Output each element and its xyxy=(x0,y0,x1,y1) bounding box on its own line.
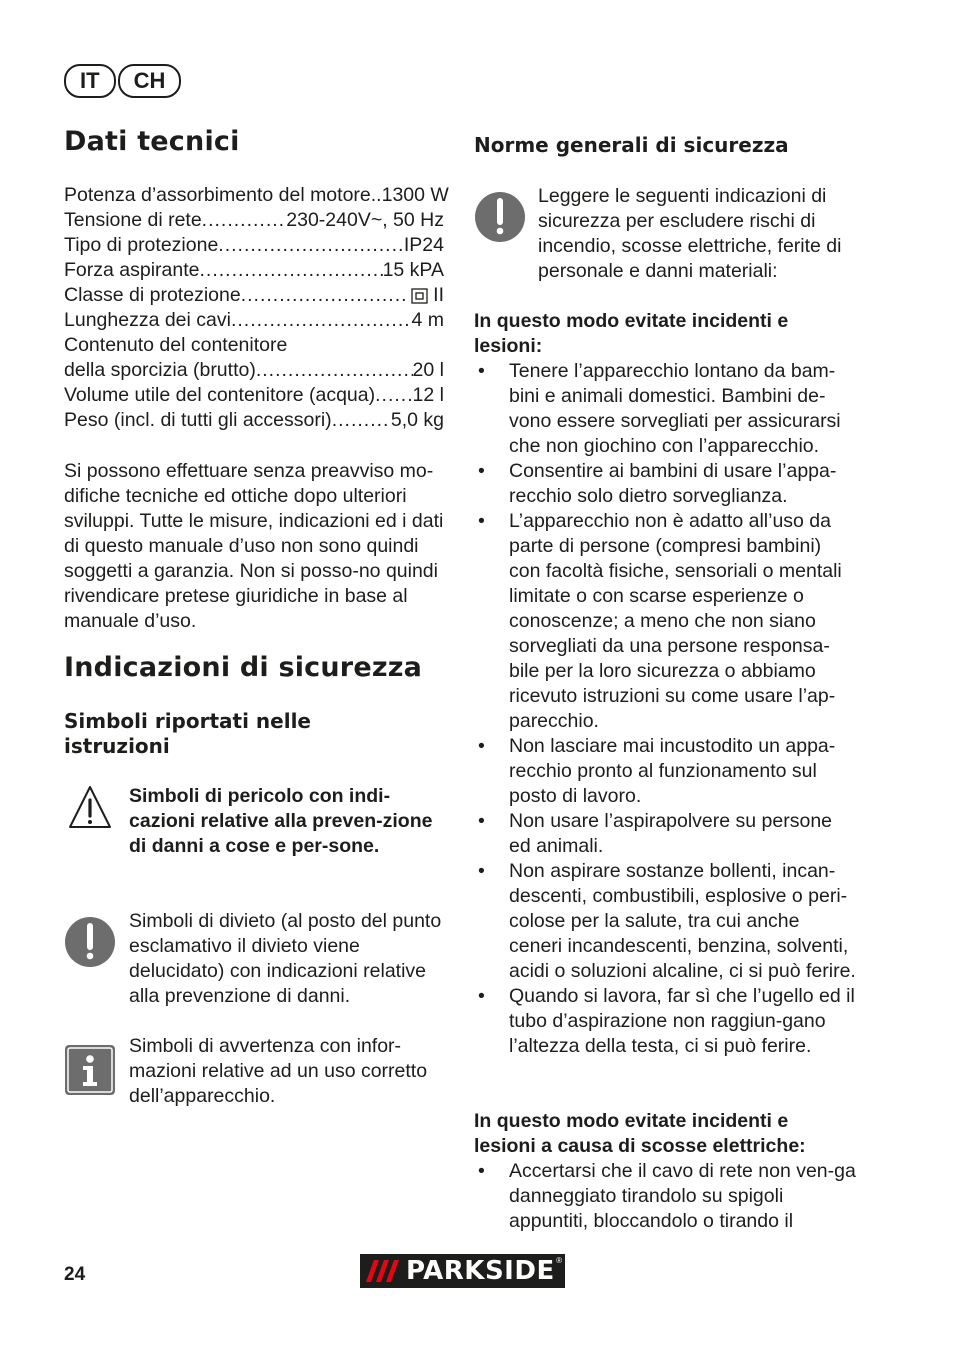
spec-label: Tensione di rete xyxy=(64,209,202,231)
warning-triangle-icon xyxy=(68,784,112,830)
heading-electric-shock: In questo modo evitate incidenti e lesioni a causa di scosse elettriche: xyxy=(474,1110,806,1157)
spec-value: 230-240V~, 50 Hz xyxy=(286,209,444,231)
spec-label: Tipo di protezione xyxy=(64,234,219,256)
list-item: • L’apparecchio non è adatto all’uso da parte di persone (compresi bambini) con facoltà fisiche, sensoriali o mentali limitate o con scarse esperienze o conoscenze; a meno che non siano sorvegliati da una persone responsa-bile per la loro sicurezza o abbiamo ricevuto istruzioni su come usare l’ap-parecchio. xyxy=(474,509,856,734)
subtitle-symbols: Simboli riportati nelle istruzioni xyxy=(64,709,311,758)
brand-name: PARKSIDE xyxy=(406,1256,555,1286)
spec-row xyxy=(64,258,444,283)
leader-dots xyxy=(241,283,406,308)
leader-dots xyxy=(375,383,412,408)
spec-label: Contenuto del contenitore xyxy=(64,334,288,356)
leader-dots xyxy=(202,208,287,233)
spec-row xyxy=(64,233,444,258)
spec-row xyxy=(64,283,444,308)
spec-label: Lunghezza dei cavi xyxy=(64,309,231,331)
spec-row xyxy=(64,183,449,208)
spec-value: IP24 xyxy=(403,234,444,256)
danger-symbol-text: Simboli di pericolo con indi-cazioni relative alla preven-zione di danni a cose e per-sone. xyxy=(129,785,433,857)
list-item: • Accertarsi che il cavo di rete non ven-ga danneggiato tirandolo su spigoli appuntiti, bloccandolo o tirando il xyxy=(474,1159,856,1234)
spec-row xyxy=(64,333,444,358)
list-item: • Quando si lavora, far sì che l’ugello ed il tubo d’aspirazione non raggiun-gano l’altezza della testa, ci si può ferire. xyxy=(474,984,856,1059)
spec-value: II xyxy=(433,284,444,306)
bullet-list-accidents xyxy=(474,359,856,1059)
language-badges xyxy=(64,64,183,98)
section-title-safety: Indicazioni di sicurezza xyxy=(64,652,423,683)
spec-value: 4 m xyxy=(411,309,444,331)
spec-label: della sporcizia (brutto) xyxy=(64,359,256,381)
list-item: • Non aspirare sostanze bollenti, incan-descenti, combustibili, esplosive o peri-colose per la salute, tra cui anche ceneri incandescenti, benzina, solventi, acidi o soluzioni alcaline, ci si può ferire. xyxy=(474,859,856,984)
spec-row xyxy=(64,208,444,233)
lang-badge-ch: CH xyxy=(118,64,182,98)
spec-row xyxy=(64,383,444,408)
spec-value: ..1300 W xyxy=(370,184,449,206)
spec-value: 5,0 kg xyxy=(390,409,444,431)
exclamation-circle-icon xyxy=(64,916,116,968)
lang-badge-it: IT xyxy=(64,64,116,98)
heading-accidents: In questo modo evitate incidenti e lesioni: xyxy=(474,310,789,357)
spec-label: Volume utile del contenitore (acqua) xyxy=(64,384,376,406)
spec-value: 20 l xyxy=(412,359,444,381)
leader-dots xyxy=(218,233,404,258)
parkside-logo xyxy=(360,1254,565,1288)
section-title-general-safety: Norme generali di sicurezza xyxy=(474,133,789,157)
spec-row xyxy=(64,408,444,433)
registered-mark: ® xyxy=(556,1256,562,1265)
leader-dots xyxy=(332,408,391,433)
list-item: • Tenere l’apparecchio lontano da bam-bini e animali domestici. Bambini de-vono essere sorvegliati per assicurarsi che non giochino con l’apparecchio. xyxy=(474,359,856,459)
info-box-icon xyxy=(64,1044,116,1096)
disclaimer-paragraph: Si possono effettuare senza preavviso mo-difiche tecniche ed ottiche dopo ulteriori sviluppi. Tutte le misure, indicazioni ed i dati di questo manuale d’uso non sono quindi soggetti a garanzia. Non si posso-no quindi rivendicare pretese giuridiche in base al manuale d’uso. xyxy=(64,460,444,632)
leader-dots xyxy=(256,358,413,383)
leader-dots xyxy=(231,308,412,333)
spec-label: Classe di protezione xyxy=(64,284,241,306)
list-item: • Non lasciare mai incustodito un appa-recchio pronto al funzionamento sul posto di lavoro. xyxy=(474,734,856,809)
spec-value: 12 l xyxy=(412,384,444,406)
info-symbol-text: Simboli di avvertenza con infor-mazioni relative ad un uso corretto dell’apparecchio. xyxy=(129,1035,428,1107)
intro-paragraph: Leggere le seguenti indicazioni di sicurezza per escludere rischi di incendio, scosse elettriche, ferite di personale e danni materiali: xyxy=(538,185,842,282)
bullet-list-electric xyxy=(474,1159,856,1234)
spec-label: Forza aspirante xyxy=(64,259,200,281)
list-item: • Consentire ai bambini di usare l’appa-recchio solo dietro sorveglianza. xyxy=(474,459,856,509)
prohibition-symbol-text: Simboli di divieto (al posto del punto esclamativo il divieto viene delucidato) con indicazioni relative alla prevenzione di danni. xyxy=(129,910,442,1007)
spec-row xyxy=(64,358,444,383)
page-number: 24 xyxy=(64,1264,86,1285)
spec-value: 15 kPA xyxy=(382,259,444,281)
leader-dots xyxy=(199,258,382,283)
spec-row xyxy=(64,308,444,333)
spec-label: Potenza d’assorbimento del motore xyxy=(64,184,371,206)
spec-label: Peso (incl. di tutti gli accessori) xyxy=(64,409,332,431)
spec-table xyxy=(64,183,449,433)
brand-slashes-icon xyxy=(360,1254,404,1288)
class-ii-symbol-icon xyxy=(410,288,430,304)
list-item: • Non usare l’aspirapolvere su persone ed animali. xyxy=(474,809,856,859)
exclamation-circle-icon xyxy=(474,191,526,243)
section-title-technical-data: Dati tecnici xyxy=(64,126,240,157)
